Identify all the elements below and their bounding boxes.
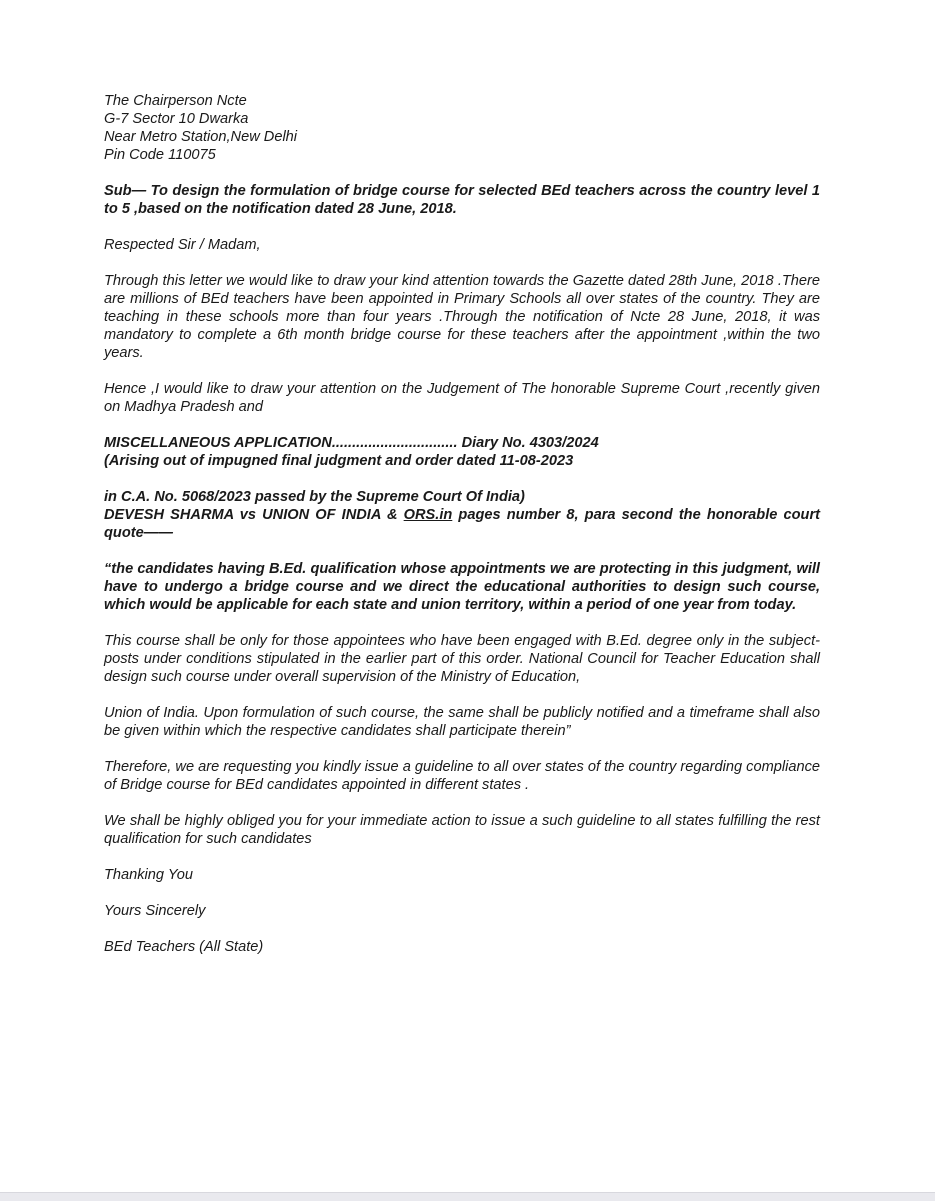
paragraph-gazette: Through this letter we would like to draw your kind attention towards the Gazette dated 28th June, 2018 .There are millions of BEd teachers have been appointed in Primary Schools all over states of the country. They are teaching in these schools more than four years .Through the notification of Ncte 28 June, 2018, it was mandatory to complete a 6th month bridge course for these teachers after the appointment ,within the two years. <box>104 273 820 361</box>
paragraph-course-scope: This course shall be only for those appointees who have been engaged with B.Ed. degree only in the subject-posts under conditions stipulated in the earlier part of this order. National Council for Teacher Education shall design such course under overall supervision of the Ministry of Education, <box>104 633 820 685</box>
civil-appeal-line: in C.A. No. 5068/2023 passed by the Supreme Court Of India) <box>104 489 525 505</box>
address-line-1: The Chairperson Ncte <box>104 93 247 109</box>
paragraph-request: Therefore, we are requesting you kindly issue a guideline to all over states of the country regarding compliance of Bridge course for BEd candidates appointed in different states . <box>104 759 820 793</box>
paragraph-obliged: We shall be highly obliged you for your immediate action to issue a such guideline to all states fulfilling the rest qualification for such candidates <box>104 813 820 847</box>
court-quote: “the candidates having B.Ed. qualification whose appointments we are protecting in this judgment, will have to undergo a bridge course and we direct the educational authorities to design such course, which would be applicable for each state and union territory, within a period of one year from today. <box>104 561 820 613</box>
closing-thanks: Thanking You <box>104 867 193 883</box>
case-title-suffix: pages number 8, para second the honorable court quote—— <box>104 507 820 541</box>
misc-application-line: MISCELLANEOUS APPLICATION............................... Diary No. 4303/2024 <box>104 435 599 451</box>
signature: BEd Teachers (All State) <box>104 939 264 955</box>
subject-line: Sub— To design the formulation of bridge course for selected BEd teachers across the country level 1 to 5 ,based on the notification dated 28 June, 2018. <box>104 183 820 217</box>
case-title <box>104 506 820 542</box>
address-line-3: Near Metro Station,New Delhi <box>104 129 298 145</box>
arising-line: (Arising out of impugned final judgment and order dated 11-08-2023 <box>104 453 574 469</box>
address-line-2: G-7 Sector 10 Dwarka <box>104 111 249 127</box>
paragraph-judgement: Hence ,I would like to draw your attention on the Judgement of The honorable Supreme Court ,recently given on Madhya Pradesh and <box>104 381 820 415</box>
paragraph-notification: Union of India. Upon formulation of such course, the same shall be publicly notified and a timeframe shall also be given within which the respective candidates shall participate therein” <box>104 705 820 739</box>
recipient-address <box>104 92 820 164</box>
salutation: Respected Sir / Madam, <box>104 237 261 253</box>
address-line-4: Pin Code 110075 <box>104 147 216 163</box>
ors-link[interactable]: ORS.in <box>403 507 453 523</box>
closing-sincerely: Yours Sincerely <box>104 903 206 919</box>
case-title-prefix: DEVESH SHARMA vs UNION OF INDIA & <box>104 507 404 523</box>
letter-body <box>104 92 820 956</box>
